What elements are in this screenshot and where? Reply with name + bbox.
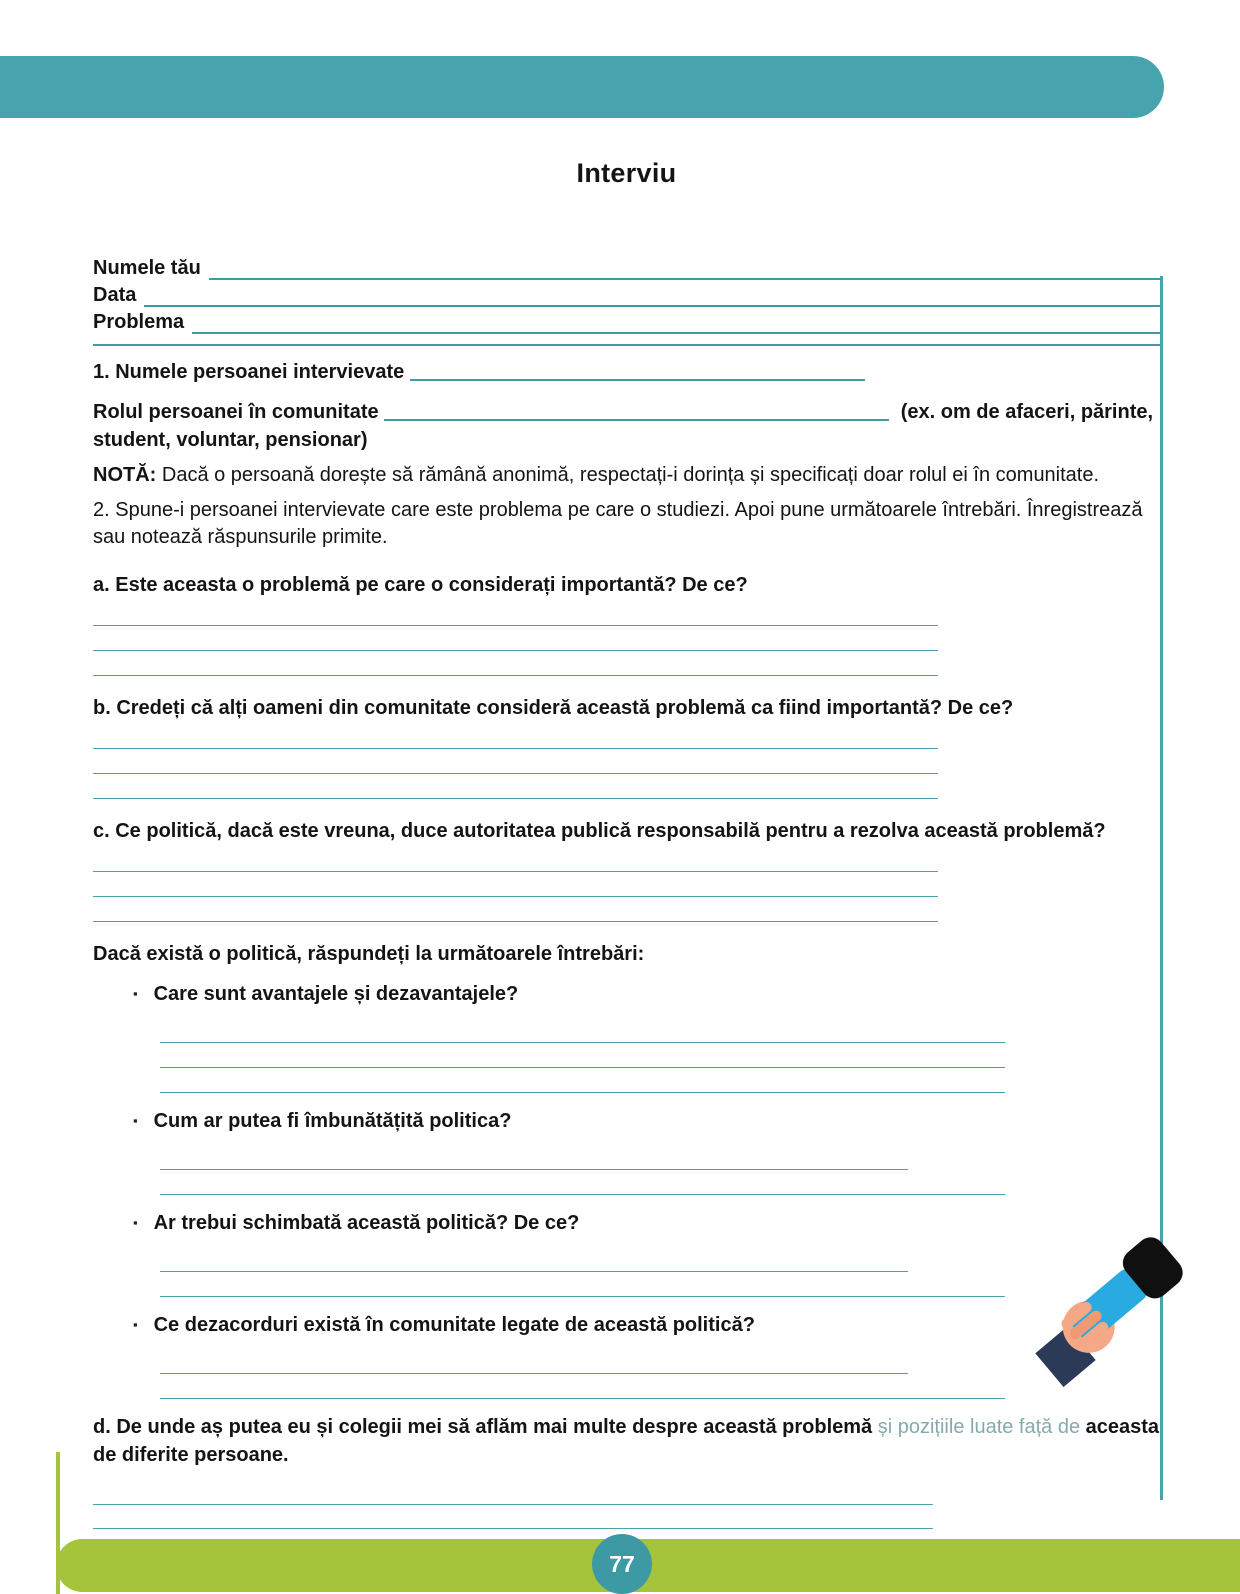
question-b-answer-lines	[93, 724, 1160, 799]
answer-line	[160, 1018, 1005, 1043]
question-d-muted: și pozițiile luate față de	[872, 1416, 1081, 1438]
note-paragraph	[93, 462, 1160, 489]
bullet-advantages-answer-lines	[160, 1018, 1160, 1093]
bullet-question-advantages	[93, 980, 1160, 1008]
role-label: Rolul persoanei în comunitate	[93, 401, 379, 423]
answer-line	[160, 1068, 1005, 1093]
page-title: Interviu	[576, 158, 677, 188]
page-number-badge: 77	[592, 1534, 652, 1594]
answer-line	[160, 1247, 908, 1272]
answer-line	[93, 749, 938, 774]
bullet-text: Care sunt avantajele și dezavantajele?	[153, 983, 519, 1005]
problem-overflow-line	[93, 344, 1160, 346]
field-row-date	[93, 280, 1160, 307]
answer-line	[160, 1349, 908, 1374]
interviewee-name-line	[410, 369, 865, 381]
role-hint: (ex. om de afaceri, părinte, student, voluntar, pensionar)	[93, 401, 1154, 451]
note-text: Dacă o persoană dorește să rămână anonimă, respectați-i dorința și specificați doar rolul ei în comunitate.	[156, 464, 1100, 486]
note-label: NOTĂ:	[93, 464, 157, 486]
answer-line	[93, 1481, 933, 1505]
name-field-line	[209, 258, 1160, 280]
answer-line	[93, 897, 938, 922]
question-d-main: d. De unde aș putea eu și colegii mei să aflăm mai multe despre această problemă	[93, 1416, 873, 1438]
question-d-end: aceasta de diferite persoane.	[93, 1416, 1160, 1466]
policy-heading: Dacă există o politică, răspundeți la următoarele întrebări:	[93, 943, 645, 965]
answer-line	[160, 1145, 908, 1170]
problem-field-line	[192, 312, 1160, 334]
answer-line	[160, 1043, 1005, 1068]
question-c-answer-lines	[93, 847, 1160, 922]
answer-line	[93, 774, 938, 799]
bullet-text: Cum ar putea fi îmbunătățită politica?	[153, 1110, 512, 1132]
answer-line	[93, 1505, 933, 1529]
step2-intro: 2. Spune-i persoanei intervievate care este problema pe care o studiezi. Apoi pune următoarele întrebări. Înregistrează sau notează răspunsurile primite.	[93, 499, 1143, 548]
answer-line	[160, 1272, 1005, 1297]
interviewee-name-label: 1. Numele persoanei intervievate	[93, 361, 405, 383]
answer-line	[93, 651, 938, 676]
field-row-name	[93, 253, 1160, 280]
question-b: b. Credeți că alți oameni din comunitate consideră această problemă ca fiind importantă? De ce?	[93, 697, 1014, 719]
bullet-question-improve	[93, 1107, 1160, 1135]
name-field-label: Numele tău	[93, 257, 201, 279]
bullet-icon: ▪	[133, 1113, 138, 1128]
question-a: a. Este aceasta o problemă pe care o considerați importantă? De ce?	[93, 574, 748, 596]
footer-bar	[56, 1539, 1240, 1592]
answer-line	[93, 601, 938, 626]
bullet-change-answer-lines	[160, 1247, 1160, 1297]
worksheet-content	[93, 158, 1160, 1529]
answer-line	[160, 1374, 1005, 1399]
bullet-icon: ▪	[133, 986, 138, 1001]
date-field-label: Data	[93, 284, 137, 306]
answer-line	[93, 724, 938, 749]
answer-line	[93, 872, 938, 897]
answer-line	[93, 847, 938, 872]
role-line	[384, 409, 889, 421]
right-vertical-rule	[1160, 276, 1163, 1500]
question-d	[93, 1413, 1160, 1469]
bullet-icon: ▪	[133, 1215, 138, 1230]
bullet-question-disagreements	[93, 1311, 1160, 1339]
date-field-line	[144, 285, 1160, 307]
answer-line	[93, 626, 938, 651]
question-d-answer-lines	[93, 1481, 1160, 1529]
bullet-improve-answer-lines	[160, 1145, 1160, 1195]
question-a-answer-lines	[93, 601, 1160, 676]
header-bar	[0, 56, 1164, 118]
bullet-text: Ce dezacorduri există în comunitate legate de această politică?	[153, 1314, 755, 1336]
role-row	[93, 398, 1160, 454]
answer-line	[160, 1170, 1005, 1195]
bullet-text: Ar trebui schimbată această politică? De ce?	[153, 1212, 580, 1234]
interviewee-name-row	[93, 358, 1160, 386]
question-c: c. Ce politică, dacă este vreuna, duce autoritatea publică responsabilă pentru a rezolva această problemă?	[93, 820, 1106, 842]
bullet-icon: ▪	[133, 1317, 138, 1332]
bullet-question-change	[93, 1209, 1160, 1237]
field-row-problem	[93, 307, 1160, 334]
bullet-disagreements-answer-lines	[160, 1349, 1160, 1399]
problem-field-label: Problema	[93, 311, 185, 333]
